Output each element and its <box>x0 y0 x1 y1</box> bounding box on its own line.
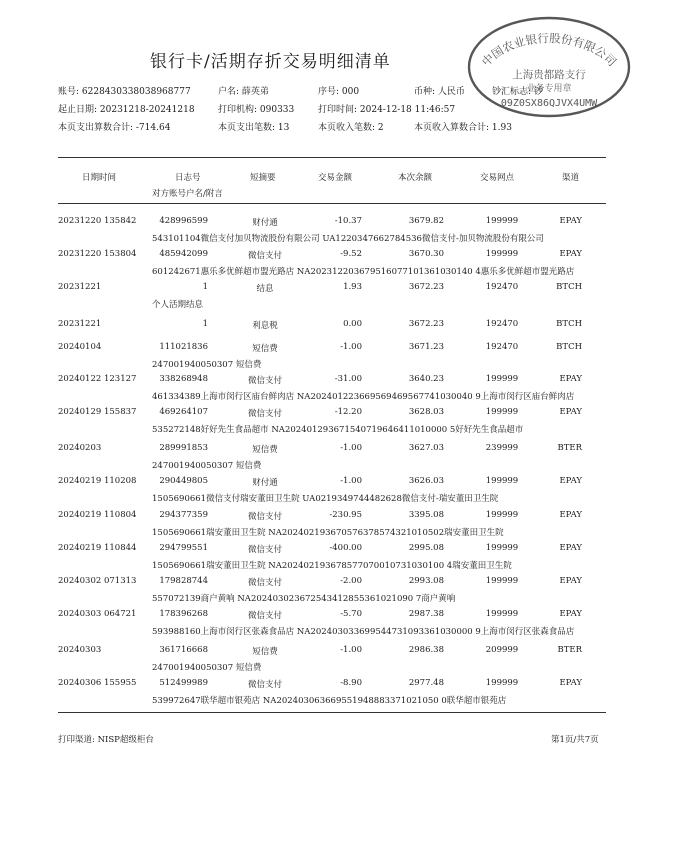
row-channel: EPAY <box>559 374 582 384</box>
account-holder: 户名: 薛英弟 <box>218 87 269 97</box>
row-log-number: 485942099 <box>159 249 208 259</box>
row-log-number: 1 <box>202 319 208 329</box>
row-balance: 3670.30 <box>408 249 444 259</box>
row-summary: 财付通 <box>252 478 278 488</box>
row-date: 20240306 155955 <box>58 678 137 688</box>
row-balance: 2995.08 <box>408 543 444 553</box>
row-summary: 微信支付 <box>247 376 282 386</box>
row-counterparty: 601242671惠乐多优鲜超市盟光路店 NA202312203679516077101361030140 4惠乐多优鲜超市盟光路店 <box>152 267 575 277</box>
row-counterparty: 535272148好好先生食品超市 NA202401293671540719646411010000 5好好先生食品超市 <box>152 425 524 435</box>
row-summary: 微信支付 <box>247 611 282 621</box>
row-branch: 199999 <box>485 249 519 259</box>
row-branch: 192470 <box>485 342 519 352</box>
print-org: 打印机构: 090333 <box>218 105 295 115</box>
row-counterparty: 247001940050307 短信费 <box>152 461 262 471</box>
column-header-branch: 交易网点 <box>480 173 515 183</box>
row-channel: EPAY <box>559 609 582 619</box>
row-branch: 199999 <box>485 216 519 226</box>
row-balance: 2993.08 <box>408 576 444 586</box>
row-balance: 3679.82 <box>408 216 444 226</box>
row-summary: 微信支付 <box>247 680 282 690</box>
row-branch: 239999 <box>485 443 519 453</box>
row-channel: BTER <box>557 645 582 655</box>
column-header-channel: 渠道 <box>562 173 580 183</box>
column-header-balance: 本次余额 <box>398 173 433 183</box>
row-date: 20231220 135842 <box>58 216 137 226</box>
row-counterparty: 461334389上海市闵行区庙台鲜肉店 NA202401223669569469567741030040 9上海市闵行区庙台鲜肉店 <box>152 392 575 402</box>
row-amount: -1.00 <box>340 645 362 655</box>
row-amount: -1.00 <box>340 342 362 352</box>
row-channel: BTCH <box>556 319 582 329</box>
row-channel: BTCH <box>556 342 582 352</box>
row-branch: 199999 <box>485 374 519 384</box>
stamp-bank-name: 中国农业银行股份有限公司 <box>478 31 620 70</box>
row-channel: EPAY <box>559 510 582 520</box>
row-amount: -10.37 <box>334 216 362 226</box>
row-summary: 微信支付 <box>247 251 282 261</box>
row-balance: 3671.23 <box>408 342 444 352</box>
row-summary: 微信支付 <box>247 409 282 419</box>
row-date: 20240303 064721 <box>58 609 137 619</box>
row-log-number: 179828744 <box>159 576 208 586</box>
row-log-number: 512499989 <box>159 678 208 688</box>
row-balance: 2987.38 <box>408 609 444 619</box>
print-channel: 打印渠道: NISP超级柜台 <box>58 735 154 745</box>
bank-seal-stamp <box>466 15 632 119</box>
row-summary: 利息税 <box>252 321 278 331</box>
row-date: 20231221 <box>58 319 102 329</box>
row-summary: 短信费 <box>252 647 278 657</box>
row-amount: 0.00 <box>343 319 362 329</box>
row-balance: 3672.23 <box>408 319 444 329</box>
row-amount: 1.93 <box>343 282 362 292</box>
row-channel: EPAY <box>559 476 582 486</box>
column-header-date: 日期时间 <box>82 173 117 183</box>
row-date: 20240122 123127 <box>58 374 137 384</box>
row-summary: 微信支付 <box>247 578 282 588</box>
row-date: 20240303 <box>58 645 102 655</box>
row-branch: 199999 <box>485 510 519 520</box>
row-date: 20231221 <box>58 282 102 292</box>
row-amount: -8.90 <box>340 678 362 688</box>
row-date: 20240302 071313 <box>58 576 137 586</box>
row-branch: 192470 <box>485 282 519 292</box>
row-counterparty: 557072139商户黄响 NA202403023672543412855361021090 7商户黄响 <box>152 594 456 604</box>
row-counterparty: 1505690661瑞安董田卫生院 NA202402193670576378574321010502瑞安董田卫生院 <box>152 528 504 538</box>
row-log-number: 469264107 <box>159 407 208 417</box>
row-log-number: 294377359 <box>159 510 208 520</box>
row-counterparty: 1505690661瑞安董田卫生院 NA202402193678577070010731030100 4瑞安董田卫生院 <box>152 561 512 571</box>
row-date: 20240129 155837 <box>58 407 137 417</box>
row-log-number: 428996599 <box>159 216 208 226</box>
column-header-summary: 短摘要 <box>250 173 276 183</box>
row-branch: 199999 <box>485 576 519 586</box>
row-log-number: 1 <box>202 282 208 292</box>
row-balance: 2986.38 <box>408 645 444 655</box>
row-amount: -1.00 <box>340 443 362 453</box>
row-channel: EPAY <box>559 543 582 553</box>
stamp-code: 09Z0SX86QJVX4UMW <box>500 98 598 109</box>
column-header-counterparty: 对方账号户名/附言 <box>152 189 223 199</box>
row-counterparty: 1505690661微信支付瑞安董田卫生院 UA0219349744482628微信支付-瑞安董田卫生院 <box>152 494 499 504</box>
row-date: 20240219 110804 <box>58 510 137 520</box>
row-date: 20240104 <box>58 342 102 352</box>
row-channel: EPAY <box>559 216 582 226</box>
row-branch: 192470 <box>485 319 519 329</box>
row-log-number: 361716668 <box>159 645 208 655</box>
column-header-amount: 交易金额 <box>318 173 353 183</box>
row-log-number: 290449805 <box>159 476 208 486</box>
page-indicator: 第1页/共7页 <box>551 735 599 745</box>
stamp-purpose: 业务专用章 <box>526 84 572 94</box>
date-range: 起止日期: 20231218-20241218 <box>58 105 195 115</box>
row-summary: 结息 <box>256 284 274 294</box>
row-counterparty: 543101104微信支付加贝物流股份有限公司 UA1220347662784536微信支付-加贝物流股份有限公司 <box>152 234 544 244</box>
row-counterparty: 247001940050307 短信费 <box>152 360 262 370</box>
row-balance: 3626.03 <box>408 476 444 486</box>
row-branch: 199999 <box>485 678 519 688</box>
row-branch: 209999 <box>485 645 519 655</box>
row-counterparty: 539972647联华超市银苑店 NA202403063669551948883371021050 0联华超市银苑店 <box>152 696 507 706</box>
row-date: 20240203 <box>58 443 102 453</box>
row-counterparty: 247001940050307 短信费 <box>152 663 262 673</box>
page-in-count: 本页收入笔数: 2 <box>318 123 384 133</box>
row-log-number: 111021836 <box>159 342 208 352</box>
row-date: 20240219 110844 <box>58 543 137 553</box>
row-balance: 3395.08 <box>408 510 444 520</box>
row-counterparty: 个人活期结息 <box>152 300 204 310</box>
row-log-number: 178396268 <box>159 609 208 619</box>
row-amount: -400.00 <box>329 543 362 553</box>
currency: 币种: 人民币 <box>414 87 465 97</box>
row-summary: 微信支付 <box>247 512 282 522</box>
row-summary: 短信费 <box>252 445 278 455</box>
divider-header <box>58 203 606 204</box>
row-summary: 短信费 <box>252 344 278 354</box>
row-amount: -2.00 <box>340 576 362 586</box>
row-channel: BTCH <box>556 282 582 292</box>
row-channel: EPAY <box>559 407 582 417</box>
page-title: 银行卡/活期存折交易明细清单 <box>150 52 391 72</box>
row-amount: -1.00 <box>340 476 362 486</box>
row-channel: EPAY <box>559 576 582 586</box>
column-header-log: 日志号 <box>175 173 201 183</box>
print-time: 打印时间: 2024-12-18 11:46:57 <box>318 105 456 115</box>
row-balance: 3640.23 <box>408 374 444 384</box>
divider-bottom <box>58 712 606 713</box>
row-amount: -12.20 <box>334 407 362 417</box>
stamp-branch: 上海贵都路支行 <box>512 69 586 81</box>
sequence-number: 序号: 000 <box>318 87 360 97</box>
row-branch: 199999 <box>485 543 519 553</box>
row-amount: -31.00 <box>334 374 362 384</box>
row-log-number: 338268948 <box>159 374 208 384</box>
row-balance: 2977.48 <box>408 678 444 688</box>
row-branch: 199999 <box>485 609 519 619</box>
row-amount: -5.70 <box>340 609 362 619</box>
row-balance: 3628.03 <box>408 407 444 417</box>
row-amount: -230.95 <box>329 510 362 520</box>
row-counterparty: 593988160上海市闵行区张森食品店 NA202403033699544731093361030000 9上海市闵行区张森食品店 <box>152 627 575 637</box>
row-balance: 3627.03 <box>408 443 444 453</box>
row-branch: 199999 <box>485 407 519 417</box>
account-number: 账号: 6228430338038968777 <box>58 87 191 97</box>
cash-flag: 钞汇标志: 钞 <box>492 87 543 97</box>
row-amount: -9.52 <box>340 249 362 259</box>
divider-top <box>58 157 606 158</box>
row-channel: EPAY <box>559 249 582 259</box>
row-log-number: 294799551 <box>159 543 208 553</box>
row-summary: 财付通 <box>252 218 278 228</box>
page-in-total: 本页收入算数合计: 1.93 <box>414 123 512 133</box>
page-out-count: 本页支出笔数: 13 <box>218 123 290 133</box>
row-channel: EPAY <box>559 678 582 688</box>
page-out-total: 本页支出算数合计: -714.64 <box>58 123 171 133</box>
row-branch: 199999 <box>485 476 519 486</box>
svg-text:中国农业银行股份有限公司 <box>479 31 619 69</box>
row-channel: BTER <box>557 443 582 453</box>
row-log-number: 289991853 <box>159 443 208 453</box>
row-date: 20231220 153804 <box>58 249 137 259</box>
row-summary: 微信支付 <box>247 545 282 555</box>
row-balance: 3672.23 <box>408 282 444 292</box>
row-date: 20240219 110208 <box>58 476 137 486</box>
